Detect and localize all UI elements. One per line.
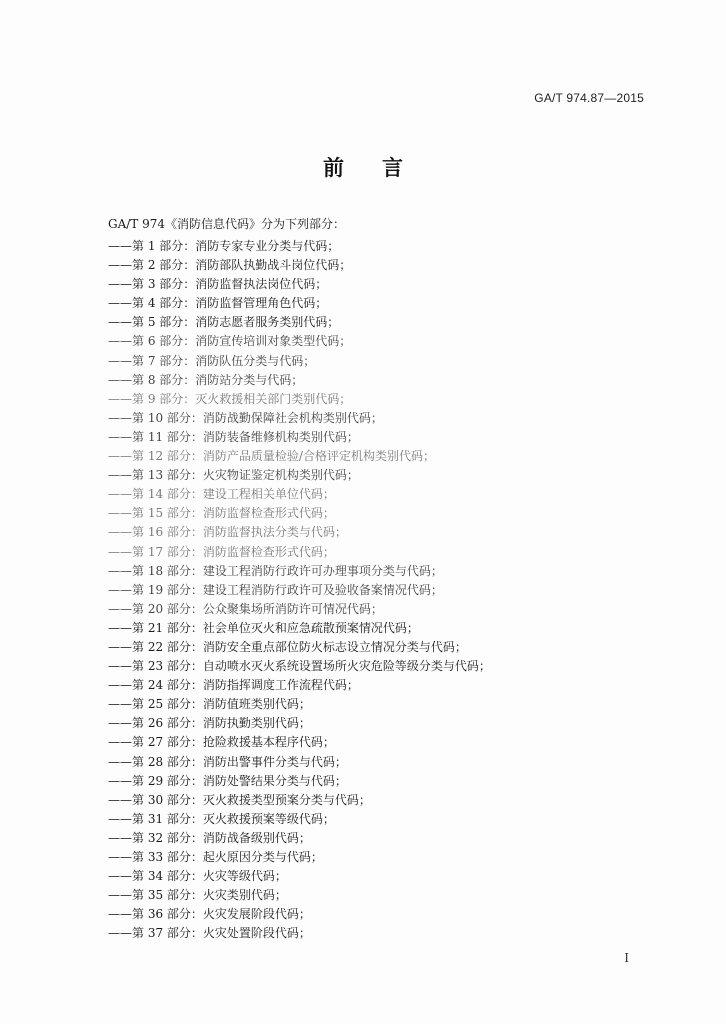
- standard-code: GA/T 974.87—2015: [534, 91, 644, 105]
- list-item: ——第 20 部分：公众聚集场所消防许可情况代码；: [108, 601, 383, 616]
- list-item: ——第 23 部分：自动喷水灭火系统设置场所火灾危险等级分类与代码；: [108, 659, 491, 674]
- intro-paragraph: GA/T 974《消防信息代码》分为下列部分：: [108, 217, 346, 231]
- list-item: ——第 10 部分：消防战勤保障社会机构类别代码；: [108, 410, 383, 425]
- list-item: ——第 4 部分：消防监督管理角色代码；: [108, 296, 328, 311]
- list-item: ——第 19 部分：建设工程消防行政许可及验收备案情况代码；: [108, 582, 443, 597]
- list-item: ——第 36 部分：火灾发展阶段代码；: [108, 907, 311, 922]
- list-item: ——第 2 部分：消防部队执勤战斗岗位代码；: [108, 258, 352, 273]
- list-item: ——第 29 部分：消防处警结果分类与代码；: [108, 773, 347, 788]
- list-item: ——第 16 部分：消防监督执法分类与代码；: [108, 525, 347, 540]
- list-item: ——第 24 部分：消防指挥调度工作流程代码；: [108, 678, 359, 693]
- list-item: ——第 18 部分：建设工程消防行政许可办理事项分类与代码；: [108, 563, 443, 578]
- list-item: ——第 27 部分：抢险救援基本程序代码；: [108, 735, 335, 750]
- parts-list: [108, 237, 491, 943]
- list-item: ——第 30 部分：灭火救援类型预案分类与代码；: [108, 792, 371, 807]
- list-item: ——第 11 部分：消防装备维修机构类别代码；: [108, 429, 359, 444]
- list-item: ——第 37 部分：火灾处置阶段代码；: [108, 926, 311, 941]
- list-item: ——第 34 部分：火灾等级代码；: [108, 869, 287, 884]
- list-item: ——第 9 部分：灭火救援相关部门类别代码；: [108, 391, 352, 406]
- list-item: ——第 33 部分：起火原因分类与代码；: [108, 850, 323, 864]
- list-item: ——第 6 部分：消防宣传培训对象类型代码；: [108, 334, 352, 349]
- list-item: ——第 17 部分：消防监督检查形式代码；: [108, 544, 335, 559]
- list-item: ——第 1 部分：消防专家专业分类与代码；: [108, 239, 340, 253]
- list-item: ——第 31 部分：灭火救援预案等级代码；: [108, 811, 335, 826]
- list-item: ——第 25 部分：消防值班类别代码；: [108, 697, 311, 712]
- list-item: ——第 35 部分：火灾类别代码；: [108, 888, 287, 903]
- list-item: ——第 26 部分：消防执勤类别代码；: [108, 716, 311, 731]
- list-item: ——第 14 部分：建设工程相关单位代码；: [108, 487, 335, 502]
- page-number: I: [624, 951, 629, 965]
- list-item: ——第 3 部分：消防监督执法岗位代码；: [108, 277, 328, 292]
- page-title: 前言: [323, 156, 441, 180]
- list-item: ——第 5 部分：消防志愿者服务类别代码；: [108, 315, 340, 330]
- list-item: ——第 22 部分：消防安全重点部位防火标志设立情况分类与代码；: [108, 639, 467, 654]
- list-item: ——第 8 部分：消防站分类与代码；: [108, 372, 304, 387]
- list-item: ——第 21 部分：社会单位灭火和应急疏散预案情况代码；: [108, 620, 419, 635]
- list-item: ——第 12 部分：消防产品质量检验/合格评定机构类别代码；: [108, 449, 435, 464]
- list-item: ——第 7 部分：消防队伍分类与代码；: [108, 353, 316, 368]
- list-item: ——第 13 部分：火灾物证鉴定机构类别代码；: [108, 468, 359, 483]
- list-item: ——第 32 部分：消防战备级别代码；: [108, 830, 311, 845]
- list-item: ——第 15 部分：消防监督检查形式代码；: [108, 506, 335, 521]
- list-item: ——第 28 部分：消防出警事件分类与代码；: [108, 754, 347, 769]
